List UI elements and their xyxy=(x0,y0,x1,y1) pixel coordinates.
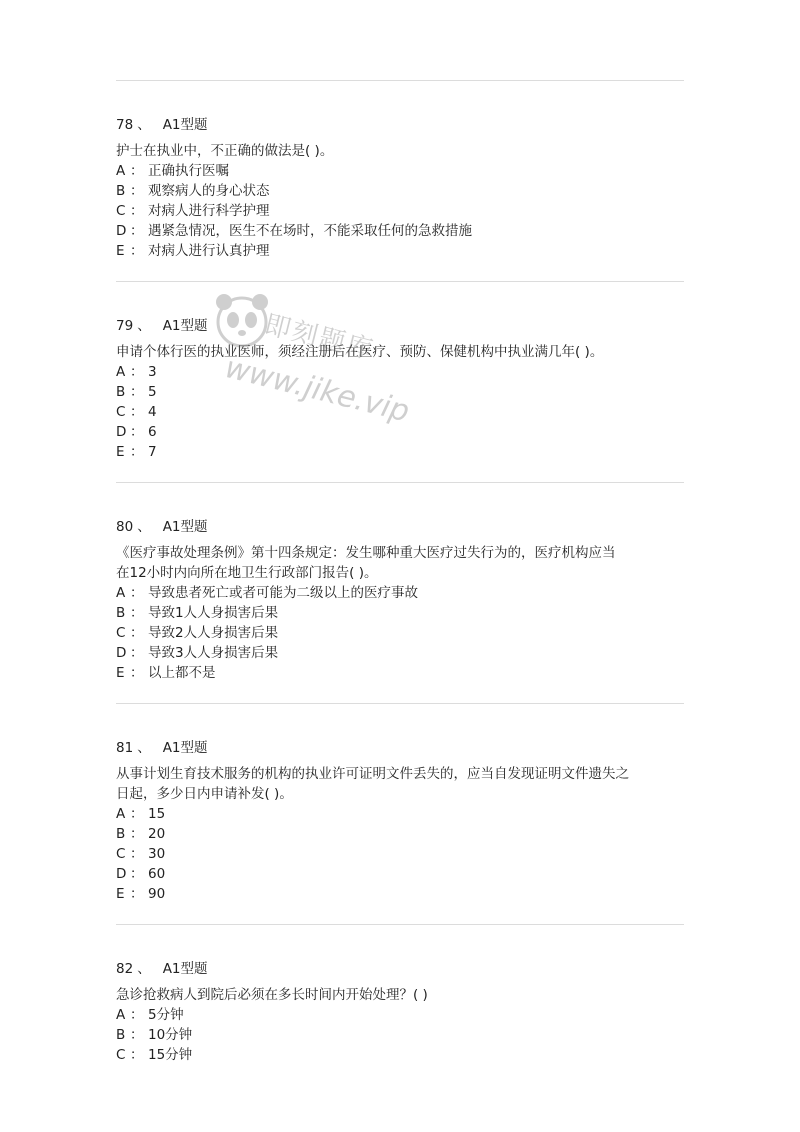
option-d[interactable]: D ： 6 xyxy=(116,424,157,440)
option-c[interactable]: C ： 30 xyxy=(116,846,166,862)
question-78 xyxy=(116,81,684,281)
option-b[interactable]: B ： 观察病人的身心状态 xyxy=(116,183,270,199)
question-type: A1型题 xyxy=(162,117,208,133)
question-stem: 申请个体行医的执业医师，须经注册后在医疗、预防、保健机构中执业满几年( )。 xyxy=(116,344,604,360)
option-a[interactable]: A ： 正确执行医嘱 xyxy=(116,163,229,179)
option-b[interactable]: B ： 20 xyxy=(116,826,166,842)
option-e[interactable]: E ： 对病人进行认真护理 xyxy=(116,243,270,259)
question-number: 82 xyxy=(116,961,134,977)
question-number: 81 xyxy=(116,740,134,756)
question-number: 78 xyxy=(116,117,134,133)
question-81 xyxy=(116,704,684,924)
question-stem: 护士在执业中，不正确的做法是( )。 xyxy=(116,143,334,159)
question-header: 79 、 A1型题 xyxy=(116,318,208,334)
option-d[interactable]: D ： 遇紧急情况，医生不在场时，不能采取任何的急救措施 xyxy=(116,223,472,239)
question-type: A1型题 xyxy=(162,961,208,977)
option-d[interactable]: D ： 60 xyxy=(116,866,166,882)
option-d[interactable]: D ： 导致3人人身损害后果 xyxy=(116,645,279,661)
option-e[interactable]: E ： 7 xyxy=(116,444,157,460)
question-header: 82 、 A1型题 xyxy=(116,961,208,977)
option-a[interactable]: A ： 3 xyxy=(116,364,157,380)
question-stem: 急诊抢救病人到院后必须在多长时间内开始处理？( ) xyxy=(116,987,428,1003)
option-c[interactable]: C ： 对病人进行科学护理 xyxy=(116,203,270,219)
question-79 xyxy=(116,282,684,482)
option-e[interactable]: E ： 90 xyxy=(116,886,166,902)
question-type: A1型题 xyxy=(162,519,208,535)
question-number: 80 xyxy=(116,519,134,535)
question-stem: 《医疗事故处理条例》第十四条规定：发生哪种重大医疗过失行为的，医疗机构应当 在12小时内向所在地卫生行政部门报告( )。 xyxy=(116,545,616,581)
option-b[interactable]: B ： 10分钟 xyxy=(116,1027,193,1043)
question-type: A1型题 xyxy=(162,318,208,334)
question-header: 78 、 A1型题 xyxy=(116,117,208,133)
option-c[interactable]: C ： 导致2人人身损害后果 xyxy=(116,625,279,641)
option-a[interactable]: A ： 5分钟 xyxy=(116,1007,184,1023)
watermark-brand: 即刻题库 xyxy=(261,309,378,367)
question-type: A1型题 xyxy=(162,740,208,756)
option-a[interactable]: A ： 15 xyxy=(116,806,166,822)
option-c[interactable]: C ： 4 xyxy=(116,404,157,420)
watermark-url: www.jike.vip xyxy=(221,350,413,430)
option-a[interactable]: A ： 导致患者死亡或者可能为二级以上的医疗事故 xyxy=(116,585,418,601)
option-b[interactable]: B ： 5 xyxy=(116,384,157,400)
question-header: 81 、 A1型题 xyxy=(116,740,208,756)
question-stem: 从事计划生育技术服务的机构的执业许可证明文件丢失的，应当自发现证明文件遗失之 日起，多少日内申请补发( )。 xyxy=(116,766,629,802)
question-80 xyxy=(116,483,684,703)
question-82 xyxy=(116,925,684,1085)
question-header: 80 、 A1型题 xyxy=(116,519,208,535)
option-e[interactable]: E ： 以上都不是 xyxy=(116,665,216,681)
question-number: 79 xyxy=(116,318,134,334)
option-b[interactable]: B ： 导致1人人身损害后果 xyxy=(116,605,279,621)
exam-page xyxy=(116,0,684,1085)
option-c[interactable]: C ： 15分钟 xyxy=(116,1047,193,1063)
